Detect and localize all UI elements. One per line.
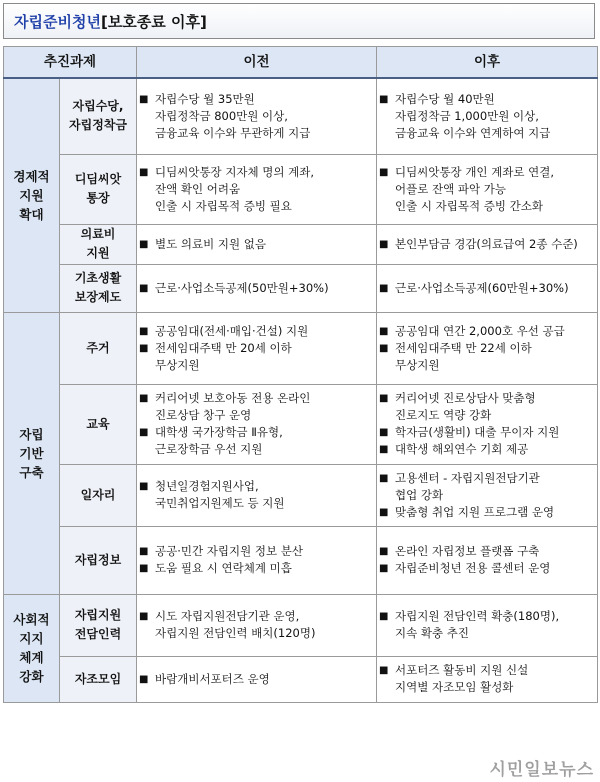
- bullet-text: 커리어넷 보호아동 전용 온라인 진로상담 창구 운영: [155, 391, 311, 422]
- header-row: [4, 47, 598, 79]
- header-after: 이후: [377, 47, 598, 79]
- square-bullet-icon: ■: [139, 427, 149, 438]
- table-row: [4, 78, 598, 154]
- bullet-item: [137, 390, 376, 424]
- after-cell: [377, 464, 598, 526]
- after-cell: [377, 78, 598, 154]
- title-sub: [보호종료 이후]: [100, 12, 207, 31]
- square-bullet-icon: ■: [139, 325, 149, 337]
- title-main: 자립준비청년: [14, 12, 101, 31]
- task-label: 일자리: [60, 464, 137, 526]
- after-cell: [377, 384, 598, 464]
- square-bullet-icon: ■: [379, 166, 389, 178]
- square-bullet-icon: ■: [139, 611, 149, 622]
- bullet-text: 별도 의료비 지원 없음: [155, 236, 266, 251]
- bullet-item: [137, 340, 376, 374]
- square-bullet-icon: ■: [139, 546, 149, 557]
- square-bullet-icon: ■: [139, 563, 149, 574]
- bullet-item: [137, 424, 376, 458]
- bullet-text: 학자금(생활비) 대출 무이자 지원: [395, 425, 560, 439]
- bullet-text: 커리어넷 진로상담사 맞춤형 진로지도 역량 강화: [395, 391, 536, 422]
- bullet-item: [137, 671, 376, 688]
- square-bullet-icon: ■: [379, 282, 389, 294]
- bullet-list: [377, 164, 597, 215]
- bullet-list: [137, 478, 376, 512]
- bullet-text: 바람개비서포터즈 운영: [155, 671, 270, 686]
- task-label: 자립지원 전담인력: [60, 594, 137, 656]
- bullet-item: [377, 164, 597, 215]
- before-cell: [137, 224, 377, 264]
- before-cell: [137, 526, 377, 594]
- task-label: 자조모임: [60, 656, 137, 702]
- bullet-list: [377, 323, 597, 374]
- before-cell: [137, 312, 377, 384]
- table-row: [4, 312, 598, 384]
- bullet-text: 공공·민간 자립지원 정보 분산: [155, 544, 303, 558]
- table-row: [4, 154, 598, 224]
- bullet-item: [377, 280, 597, 297]
- before-cell: [137, 656, 377, 702]
- table-row: [4, 526, 598, 594]
- square-bullet-icon: ■: [379, 563, 389, 574]
- square-bullet-icon: ■: [139, 393, 149, 404]
- bullet-item: [137, 478, 376, 512]
- before-cell: [137, 264, 377, 312]
- bullet-text: 대학생 국가장학금 Ⅱ유형, 근로장학금 우선 지원: [155, 425, 283, 456]
- bullet-text: 전세임대주택 만 22세 이하 무상지원: [395, 340, 532, 372]
- bullet-item: [377, 504, 597, 521]
- bullet-text: 디딤씨앗통장 개인 계좌로 연결, 어플로 잔액 파악 가능 인출 시 자립목적 증빙 간소화: [395, 164, 555, 213]
- watermark: 시민일보뉴스: [489, 760, 594, 780]
- square-bullet-icon: ■: [379, 93, 389, 105]
- bullet-text: 본인부담금 경감(의료급여 2종 수준): [395, 236, 578, 251]
- after-cell: [377, 154, 598, 224]
- bullet-list: [377, 662, 597, 696]
- bullet-text: 고용센터 - 자립지원전담기관 협업 강화: [395, 470, 540, 502]
- table-row: [4, 594, 598, 656]
- square-bullet-icon: ■: [139, 238, 149, 250]
- task-label: 교육: [60, 384, 137, 464]
- after-cell: [377, 224, 598, 264]
- square-bullet-icon: ■: [379, 611, 389, 622]
- bullet-item: [137, 608, 376, 642]
- table-row: [4, 656, 598, 702]
- bullet-item: [377, 441, 597, 458]
- comparison-table: [3, 46, 598, 703]
- bullet-item: [137, 543, 376, 560]
- bullet-text: 자립수당 월 40만원 자립정착금 1,000만원 이상, 금융교육 이수와 연계하여 지급: [395, 91, 551, 140]
- square-bullet-icon: ■: [379, 665, 389, 676]
- bullet-list: [137, 323, 376, 374]
- before-cell: [137, 154, 377, 224]
- after-cell: [377, 312, 598, 384]
- bullet-text: 공공임대 연간 2,000호 우선 공급: [395, 323, 565, 338]
- bullet-item: [377, 662, 597, 696]
- bullet-list: [137, 390, 376, 458]
- task-label: 의료비 지원: [60, 224, 137, 264]
- bullet-item: [377, 236, 597, 253]
- table-row: [4, 224, 598, 264]
- table-row: [4, 384, 598, 464]
- square-bullet-icon: ■: [379, 444, 389, 455]
- square-bullet-icon: ■: [379, 393, 389, 404]
- task-label: 디딤씨앗 통장: [60, 154, 137, 224]
- bullet-text: 전세임대주택 만 20세 이하 무상지원: [155, 340, 292, 372]
- bullet-item: [137, 560, 376, 577]
- bullet-list: [137, 164, 376, 215]
- square-bullet-icon: ■: [379, 325, 389, 337]
- square-bullet-icon: ■: [139, 282, 149, 294]
- bullet-text: 자립준비청년 전용 콜센터 운영: [395, 561, 551, 575]
- bullet-list: [137, 280, 376, 297]
- bullet-text: 시도 자립지원전담기관 운영, 자립지원 전담인력 배치(120명): [155, 609, 316, 640]
- bullet-list: [137, 91, 376, 142]
- bullet-item: [377, 91, 597, 142]
- square-bullet-icon: ■: [379, 342, 389, 354]
- bullet-list: [137, 608, 376, 642]
- bullet-list: [137, 543, 376, 577]
- category-label: 자립 기반 구축: [4, 312, 60, 594]
- square-bullet-icon: ■: [139, 481, 149, 492]
- bullet-list: [137, 671, 376, 688]
- bullet-list: [137, 236, 376, 253]
- bullet-item: [377, 560, 597, 577]
- bullet-text: 맞춤형 취업 지원 프로그램 운영: [395, 504, 555, 519]
- bullet-text: 청년일경험지원사업, 국민취업지원제도 등 지원: [155, 479, 285, 510]
- task-label: 자립수당, 자립정착금: [60, 78, 137, 154]
- bullet-item: [377, 543, 597, 560]
- before-cell: [137, 78, 377, 154]
- header-before: 이전: [137, 47, 377, 79]
- task-label: 기초생활 보장제도: [60, 264, 137, 312]
- bullet-text: 디딤씨앗통장 지자체 명의 계좌, 잔액 확인 어려움 인출 시 자립목적 증빙 필요: [155, 164, 315, 213]
- bullet-list: [377, 543, 597, 577]
- square-bullet-icon: ■: [379, 546, 389, 557]
- bullet-text: 자립지원 전담인력 확충(180명), 지속 확충 추진: [395, 609, 560, 640]
- bullet-text: 자립수당 월 35만원 자립정착금 800만원 이상, 금융교육 이수와 무관하게 지급: [155, 91, 311, 140]
- bullet-item: [137, 164, 376, 215]
- category-label: 경제적 지원 확대: [4, 78, 60, 312]
- bullet-item: [377, 470, 597, 504]
- square-bullet-icon: ■: [379, 427, 389, 438]
- bullet-item: [137, 236, 376, 253]
- square-bullet-icon: ■: [139, 673, 149, 685]
- bullet-text: 대학생 해외연수 기회 제공: [395, 442, 529, 456]
- bullet-list: [377, 236, 597, 253]
- after-cell: [377, 656, 598, 702]
- square-bullet-icon: ■: [379, 506, 389, 518]
- bullet-text: 도움 필요 시 연락체계 미흡: [155, 561, 292, 575]
- after-cell: [377, 594, 598, 656]
- header-task: 추진과제: [4, 47, 137, 79]
- title-bar: [3, 3, 595, 39]
- bullet-item: [137, 280, 376, 297]
- bullet-list: [377, 91, 597, 142]
- bullet-item: [377, 424, 597, 441]
- before-cell: [137, 384, 377, 464]
- bullet-text: 온라인 자립정보 플랫폼 구축: [395, 544, 540, 558]
- bullet-item: [377, 608, 597, 642]
- square-bullet-icon: ■: [139, 93, 149, 105]
- bullet-item: [377, 323, 597, 340]
- task-label: 자립정보: [60, 526, 137, 594]
- square-bullet-icon: ■: [379, 238, 389, 250]
- before-cell: [137, 594, 377, 656]
- bullet-list: [377, 280, 597, 297]
- bullet-item: [137, 91, 376, 142]
- after-cell: [377, 526, 598, 594]
- bullet-list: [377, 390, 597, 458]
- bullet-text: 근로·사업소득공제(60만원+30%): [395, 280, 569, 295]
- task-label: 주거: [60, 312, 137, 384]
- after-cell: [377, 264, 598, 312]
- bullet-item: [137, 323, 376, 340]
- bullet-item: [377, 390, 597, 424]
- table-row: [4, 264, 598, 312]
- bullet-text: 서포터즈 활동비 지원 신설 지역별 자조모임 활성화: [395, 663, 529, 694]
- bullet-item: [377, 340, 597, 374]
- bullet-text: 근로·사업소득공제(50만원+30%): [155, 280, 329, 295]
- category-label: 사회적 지지 체계 강화: [4, 594, 60, 702]
- bullet-list: [377, 608, 597, 642]
- square-bullet-icon: ■: [139, 166, 149, 178]
- square-bullet-icon: ■: [379, 472, 389, 484]
- before-cell: [137, 464, 377, 526]
- bullet-text: 공공임대(전세·매입·건설) 지원: [155, 323, 309, 338]
- table-row: [4, 464, 598, 526]
- square-bullet-icon: ■: [139, 342, 149, 354]
- bullet-list: [377, 470, 597, 521]
